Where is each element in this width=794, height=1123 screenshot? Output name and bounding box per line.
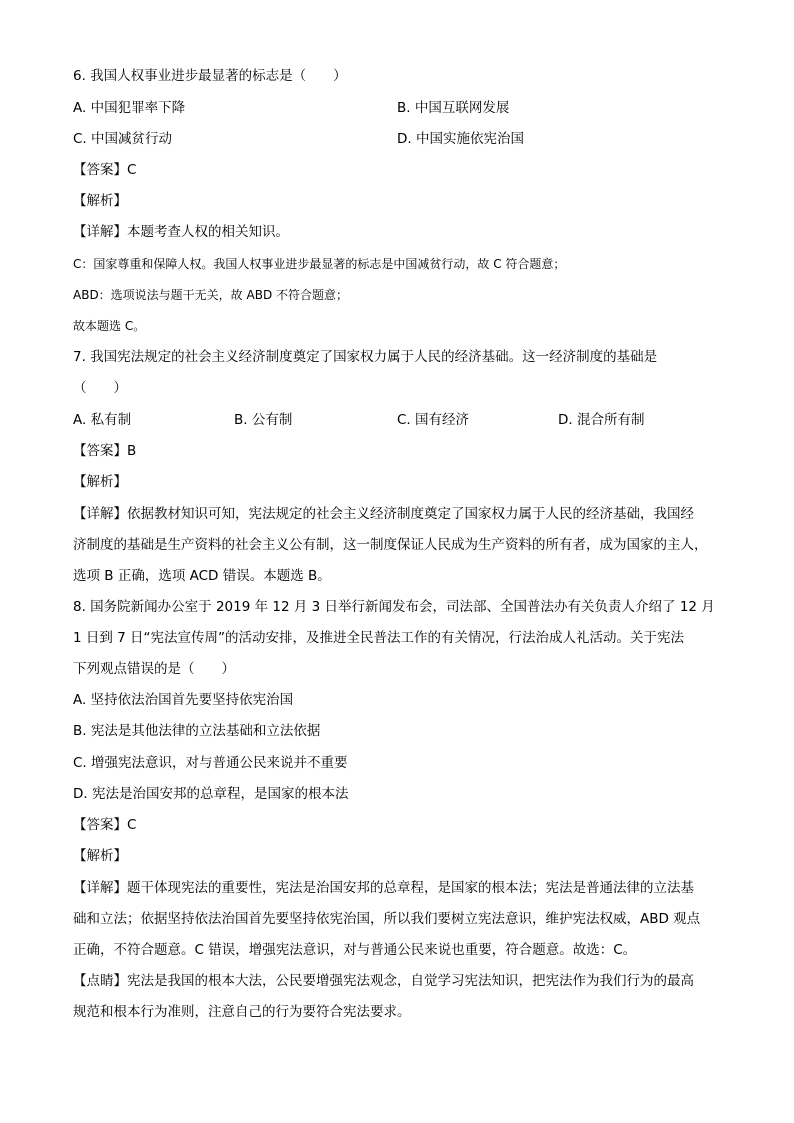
q6-analysis-line-3: 故本题选 C。 xyxy=(73,319,146,333)
q7-option-b: B. 公有制 xyxy=(234,412,293,428)
q8-detail-line-2: 础和立法；依据坚持依法治国首先要坚持依宪治国，所以我们要树立宪法意识，维护宪法权威，ABD 观点 xyxy=(73,911,701,927)
q8-option-c: C. 增强宪法意识，对与普通公民来说并不重要 xyxy=(73,755,348,771)
q7-option-c: C. 国有经济 xyxy=(397,412,470,428)
q6-analysis-line-2: ABD：选项说法与题干无关，故 ABD 不符合题意； xyxy=(73,288,348,302)
q6-option-d: D. 中国实施依宪治国 xyxy=(397,131,524,147)
q8-stem-line-1: 8. 国务院新闻办公室于 2019 年 12 月 3 日举行新闻发布会，司法部、全国普法办有关负责人介绍了 12 月 xyxy=(73,599,715,615)
q7-detail-line-1: 【详解】依据教材知识可知，宪法规定的社会主义经济制度奠定了国家权力属于人民的经济基础，我国经 xyxy=(73,506,694,522)
q6-stem: 6. 我国人权事业进步最显著的标志是（ ） xyxy=(73,68,347,84)
q8-detail-line-3: 正确，不符合题意。C 错误，增强宪法意识，对与普通公民来说也重要，符合题意。故选：C。 xyxy=(73,942,637,958)
q8-answer: 【答案】C xyxy=(73,817,137,833)
q7-stem-cont: （ ） xyxy=(73,380,127,396)
q6-option-b: B. 中国互联网发展 xyxy=(397,100,510,116)
q8-note-line-2: 规范和根本行为准则，注意自己的行为要符合宪法要求。 xyxy=(73,1004,411,1020)
q8-detail-line-1: 【详解】题干体现宪法的重要性，宪法是治国安邦的总章程，是国家的根本法；宪法是普通法律的立法基 xyxy=(73,880,694,896)
q8-option-a: A. 坚持依法治国首先要坚持依宪治国 xyxy=(73,692,294,708)
q8-stem-line-3: 下列观点错误的是（ ） xyxy=(73,661,235,677)
q8-analysis-label: 【解析】 xyxy=(73,848,127,864)
q6-analysis-label: 【解析】 xyxy=(73,193,127,209)
q6-analysis-line-1: C：国家尊重和保障人权。我国人权事业进步最显著的标志是中国减贫行动，故 C 符合题意； xyxy=(73,257,566,271)
q7-detail-line-3: 选项 B 正确，选项 ACD 错误。本题选 B。 xyxy=(73,568,331,584)
q7-stem: 7. 我国宪法规定的社会主义经济制度奠定了国家权力属于人民的经济基础。这一经济制度的基础是 xyxy=(73,349,658,365)
q7-analysis-label: 【解析】 xyxy=(73,474,127,490)
q7-option-d: D. 混合所有制 xyxy=(558,412,645,428)
q6-detail: 【详解】本题考查人权的相关知识。 xyxy=(73,224,289,240)
q8-note-line-1: 【点睛】宪法是我国的根本大法，公民要增强宪法观念，自觉学习宪法知识，把宪法作为我们行为的最高 xyxy=(73,973,694,989)
q7-detail-line-2: 济制度的基础是生产资料的社会主义公有制，这一制度保证人民成为生产资料的所有者，成为国家的主人， xyxy=(73,537,708,553)
q7-option-a: A. 私有制 xyxy=(73,412,132,428)
q8-option-b: B. 宪法是其他法律的立法基础和立法依据 xyxy=(73,723,321,739)
q6-option-a: A. 中国犯罪率下降 xyxy=(73,100,186,116)
q8-option-d: D. 宪法是治国安邦的总章程，是国家的根本法 xyxy=(73,786,349,802)
q6-option-c: C. 中国减贫行动 xyxy=(73,131,173,147)
q6-answer: 【答案】C xyxy=(73,162,137,178)
q7-answer: 【答案】B xyxy=(73,443,137,459)
q8-stem-line-2: 1 日到 7 日“宪法宣传周”的活动安排，及推进全民普法工作的有关情况，行法治成人礼活动。关于宪法 xyxy=(73,630,685,646)
